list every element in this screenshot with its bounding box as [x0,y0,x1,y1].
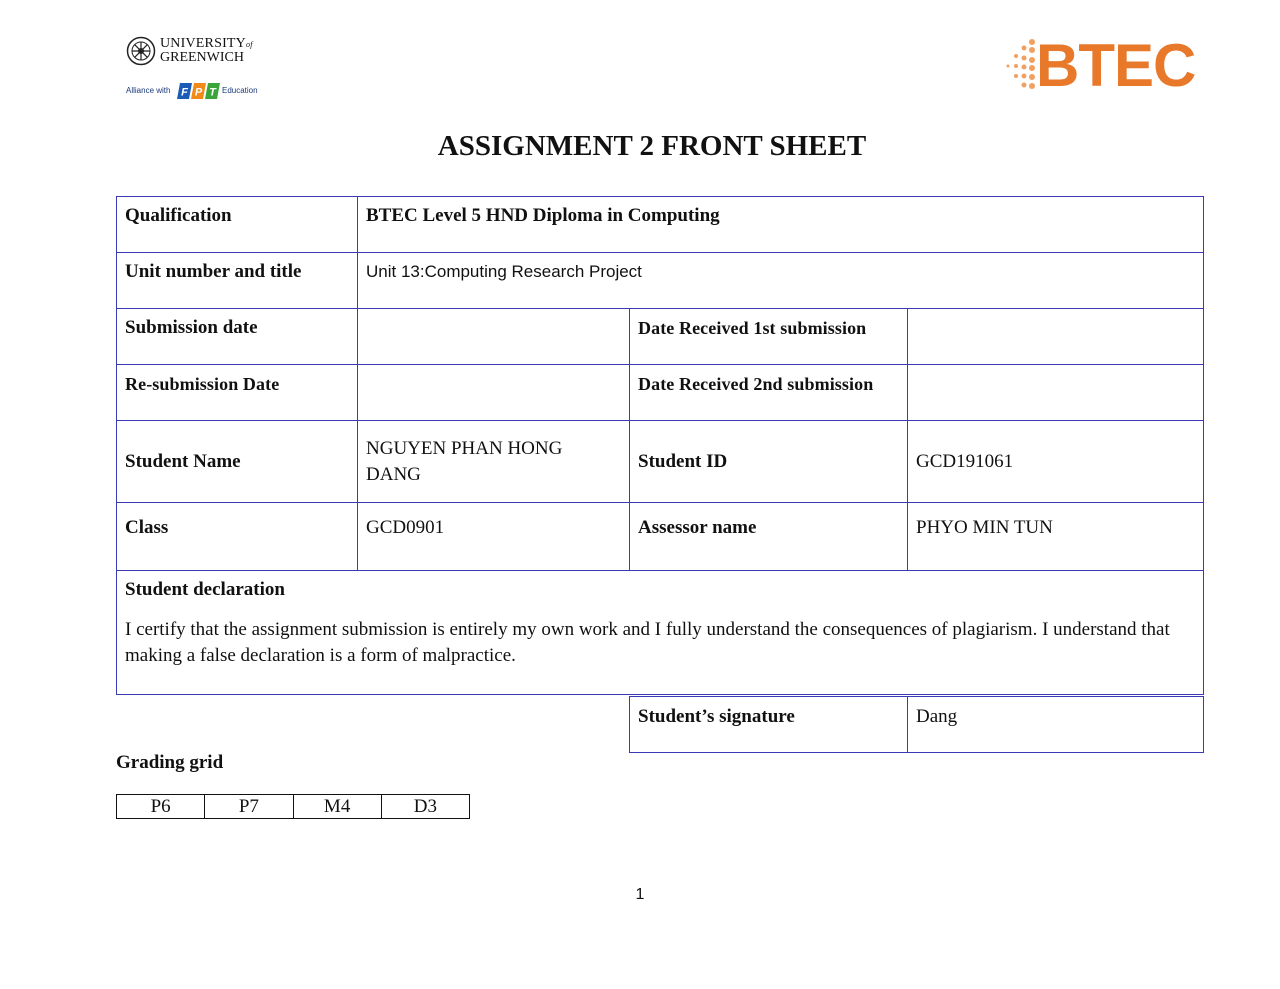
university-word: UNIVERSITY [160,36,246,51]
grading-grid-heading: Grading grid [116,752,224,773]
resubmission-date-label: Re-submission Date [117,365,358,421]
grade-cell-p6: P6 [117,795,205,819]
date-received-1-value [908,309,1204,365]
university-seal-icon [126,36,156,66]
university-name-line2: GREENWICH [160,50,244,65]
resubmission-date-row [117,365,1204,421]
qualification-label: Qualification [117,197,358,253]
class-label: Class [117,503,358,571]
grade-cell-m4: M4 [293,795,381,819]
student-name-label: Student Name [117,421,358,503]
student-row [117,421,1204,503]
education-text: Education [222,86,258,95]
unit-value: Unit 13:Computing Research Project [358,253,1204,309]
university-of-word: of [246,40,253,49]
grading-grid-table [116,794,470,819]
declaration-text: I certify that the assignment submission is entirely my own work and I fully understand the consequences of plagiarism. I understand that making a false declaration is a form of malpractice. [125,619,1170,666]
date-received-1-label: Date Received 1st submission [630,309,908,365]
fpt-letter-t: T [209,86,216,99]
unit-label: Unit number and title [117,253,358,309]
submission-date-row [117,309,1204,365]
fpt-logo-icon [176,80,222,102]
declaration-cell [117,571,1204,695]
unit-row [117,253,1204,309]
date-received-2-label: Date Received 2nd submission [630,365,908,421]
declaration-heading: Student declaration [125,579,285,600]
signature-value: Dang [908,697,1204,753]
assessor-label: Assessor name [630,503,908,571]
student-name-value: NGUYEN PHAN HONG DANG [358,421,630,503]
resubmission-date-value [358,365,630,421]
submission-date-label: Submission date [117,309,358,365]
university-logo [126,36,266,102]
fpt-letter-p: P [194,86,203,99]
btec-logo [1000,34,1196,100]
student-id-label: Student ID [630,421,908,503]
assessor-value: PHYO MIN TUN [908,503,1204,571]
date-received-2-value [908,365,1204,421]
page-number: 1 [635,886,645,903]
qualification-value: BTEC Level 5 HND Diploma in Computing [358,197,1204,253]
class-value: GCD0901 [358,503,630,571]
fpt-letter-f: F [181,86,188,99]
signature-table [629,696,1204,753]
btec-logo-text: BTEC [1036,32,1196,99]
signature-row [630,697,1204,753]
alliance-text: Alliance with [126,86,171,95]
grade-cell-d3: D3 [381,795,469,819]
front-sheet-table [116,196,1204,695]
submission-date-value [358,309,630,365]
page-title: ASSIGNMENT 2 FRONT SHEET [437,130,867,162]
declaration-row [117,571,1204,695]
class-row [117,503,1204,571]
student-id-value: GCD191061 [908,421,1204,503]
btec-dots-icon [1000,36,1040,96]
qualification-row [117,197,1204,253]
grade-cell-p7: P7 [205,795,293,819]
grading-grid-row [117,795,470,819]
signature-label: Student’s signature [630,697,908,753]
